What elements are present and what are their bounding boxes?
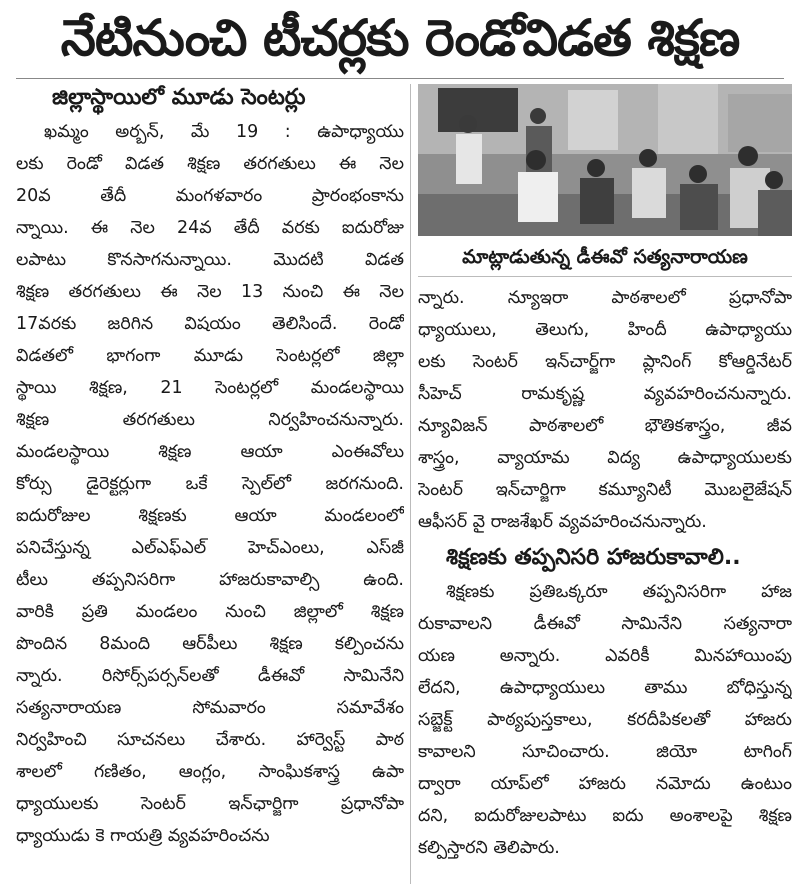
text-line: న్యూవిజన్ పాఠశాలలో భౌతికశాస్త్రం, జీవ [418, 416, 792, 436]
text-line: న్నాయి. ఈ నెల 24వ తేదీ వరకు ఐదురోజు [16, 218, 404, 238]
text-line: ధ్యాయుడు కె గాయత్రి వ్యవహరించను [16, 826, 270, 846]
text-line: యణ అన్నారు. ఎవరికీ మినహాయింపు [418, 646, 792, 666]
text-line: ధ్యాయులకు సెంటర్ ఇన్‌ఛార్జిగా ప్రధానోపా [16, 794, 404, 814]
text-line: సత్యనారాయణ సోమవారం సమావేశం [16, 698, 404, 718]
text-line: ద్వారా యాప్‌లో హాజరు నమోదు ఉంటుం [418, 774, 792, 794]
column-divider [410, 84, 411, 884]
text-line: న్నారు. రిసోర్స్‌పర్సన్‌లతో డీఈవో సామినేని [16, 666, 404, 686]
left-column [16, 84, 404, 884]
text-line: ధ్యాయులు, తెలుగు, హిందీ ఉపాధ్యాయు [418, 320, 792, 340]
text-line: న్నారు. న్యూఇరా పాఠశాలలో ప్రధానోపా [418, 288, 792, 308]
text-line: లకు రెండో విడత శిక్షణ తరగతులు ఈ నెల [16, 154, 404, 174]
left-column-body [16, 116, 404, 852]
text-line: 20వ తేదీ మంగళవారం ప్రారంభంకాను [16, 186, 404, 206]
right-subhead: శిక్షణకు తప్పనిసరి హాజరుకావాలి.. [446, 545, 741, 570]
text-line: శిక్షణకు ప్రతిఒక్కరూ తప్పనిసరిగా హాజ [446, 582, 792, 602]
caption-divider [418, 276, 792, 277]
right-column-body [418, 282, 792, 538]
text-line: ఆఫీసర్ వై రాజశేఖర్ వ్యవహరించనున్నారు. [418, 512, 707, 532]
meeting-photo-icon [418, 84, 792, 236]
text-line: దని, ఐదురోజులపాటు ఐదు అంశాలపై శిక్షణ [418, 806, 792, 826]
headline-divider [16, 78, 784, 79]
text-line: సబ్జెక్ట్ పాఠ్యపుస్తకాలు, కరదీపికలతో హాజరు [418, 710, 792, 730]
text-line: పొందిన 8మంది ఆర్‌పీలు శిక్షణ కల్పించను [16, 634, 404, 654]
text-line: స్థాయి శిక్షణ, 21 సెంటర్లలో మండలస్థాయి [16, 378, 404, 398]
text-line: కల్పిస్తారని తెలిపారు. [418, 838, 560, 858]
text-line: టీలు తప్పనిసరిగా హాజరుకావాల్సి ఉంది. [16, 570, 404, 590]
text-line: విడతలో భాగంగా మూడు సెంటర్లలో జిల్లా [16, 346, 404, 366]
text-line: రుకావాలని డీఈవో సామినేని సత్యనారా [418, 614, 792, 634]
text-line: నిర్వహించి సూచనలు చేశారు. హార్వెస్ట్ పాఠ [16, 730, 404, 750]
photo-caption: మాట్లాడుతున్న డీఈవో సత్యనారాయణ [462, 246, 748, 268]
text-line: లకు సెంటర్ ఇన్‌చార్జ్‌గా ప్లానింగ్ కోఆర్డినేటర్ [418, 352, 792, 372]
text-line: మండలస్థాయి శిక్షణ ఆయా ఎంఈవోలు [16, 442, 404, 462]
text-line: 17వరకు జరిగిన విషయం తెలిసిందే. రెండో [16, 314, 404, 334]
right-column [418, 282, 792, 882]
text-line: కావాలని సూచించారు. జియో టాగింగ్ [418, 742, 792, 762]
text-line: పనిచేస్తున్న ఎల్‌ఎఫ్‌ఎల్ హెచ్‌ఎంలు, ఎస్‌జీ [16, 538, 404, 558]
text-line: శాస్త్రం, వ్యాయామ విద్య ఉపాధ్యాయులకు [418, 448, 792, 468]
text-line: ఐదురోజుల శిక్షణకు ఆయా మండలంలో [16, 506, 404, 526]
text-line: శిక్షణ తరగతులు నిర్వహించనున్నారు. [16, 410, 404, 430]
left-subhead: జిల్లాస్థాయిలో మూడు సెంటర్లు [52, 85, 306, 110]
news-photo [418, 84, 792, 236]
headline: నేటినుంచి టీచర్లకు రెండోవిడత శిక్షణ [60, 9, 740, 67]
right-column-body-continued [418, 576, 792, 864]
text-line: వారికి ప్రతి మండలం నుంచి జిల్లాలో శిక్షణ [16, 602, 404, 622]
text-line: శిక్షణ తరగతులు ఈ నెల 13 నుంచి ఈ నెల [16, 282, 404, 302]
text-line: కోర్సు డైరెక్టర్లుగా ఒకే స్పెల్‌లో జరగనుంది. [16, 474, 404, 494]
text-line: ఖమ్మం అర్బన్, మే 19 : ఉపాధ్యాయు [44, 122, 404, 142]
text-line: లపాటు కొనసాగనున్నాయి. మొదటి విడత [16, 250, 404, 270]
text-line: సెంటర్ ఇన్‌చార్జిగా కమ్యూనిటీ మొబలైజేషన్ [418, 480, 792, 500]
text-line: శాలలో గణితం, ఆంగ్లం, సాంఘికశాస్త్ర ఉపా [16, 762, 404, 782]
text-line: లేదని, ఉపాధ్యాయులు తాము బోధిస్తున్న [418, 678, 792, 698]
text-line: సీహెచ్ రామకృష్ణ వ్యవహరించనున్నారు. [418, 384, 792, 404]
